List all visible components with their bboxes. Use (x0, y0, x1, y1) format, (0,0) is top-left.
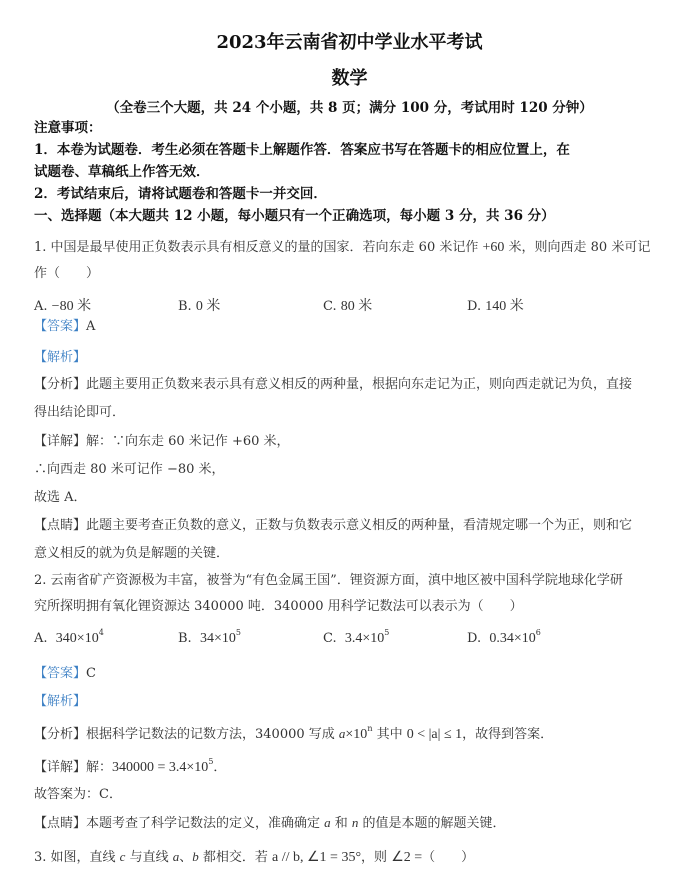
text-segment: 与直线 (125, 850, 173, 865)
section-heading: 一、选择题（本大题共 12 小题，每小题只有一个正确选项，每小题 3 分，共 36 分） (34, 208, 555, 224)
option-label: C. (323, 299, 337, 314)
text-segment: 作（ ） (34, 266, 100, 281)
text-segment: a (324, 815, 331, 830)
option-label: D. (467, 299, 482, 314)
section-label: 【解析】 (34, 350, 87, 365)
option-label: A. (34, 631, 48, 646)
text-segment: ，则 (361, 850, 392, 865)
text-segment: 故答案为：C． (34, 787, 122, 802)
text-segment: （ ） (422, 850, 475, 865)
option-value: 340×10 (55, 631, 99, 646)
section-label: 【答案】 (34, 319, 87, 334)
text-line (34, 814, 506, 833)
option-exponent: 4 (98, 628, 104, 637)
text-segment: 究所探明拥有氧化锂资源达 340000 吨．340000 用科学记数法可以表示为（ ） (34, 599, 523, 614)
option-exponent: 5 (384, 628, 390, 637)
text-line (34, 848, 474, 867)
text-segment: a // b, ∠1 = 35° (272, 850, 362, 865)
text-segment: ∴向西走 80 米可记作 −80 米， (34, 462, 225, 477)
text-segment: 的值是本题的解题关键． (358, 816, 506, 831)
text-segment: ∠2 = (391, 850, 423, 865)
text-segment: 3. 如图，直线 (34, 850, 120, 865)
subject-title: 数学 (331, 68, 368, 89)
q2-option (323, 628, 390, 647)
option-exponent: 6 (535, 628, 541, 637)
text-segment: C (86, 666, 96, 681)
option-exponent: 5 (235, 628, 241, 637)
q2-option (34, 628, 104, 647)
q1-option (178, 295, 220, 315)
text-line (34, 239, 650, 257)
text-segment: 【详解】解： (34, 760, 113, 775)
text-segment: 5 (208, 757, 214, 766)
q2-option (178, 628, 241, 647)
text-segment: 【分析】此题主要用正负数来表示具有意义相反的两种量，根据向东走记为正，则向西走就记为负，直接 (34, 377, 633, 392)
q1-option (467, 295, 524, 315)
text-segment: 、 (179, 850, 193, 865)
text-line (34, 349, 86, 367)
option-value: 0 米 (195, 299, 221, 314)
option-value: 34×10 (199, 631, 236, 646)
text-segment: 得出结论即可． (34, 405, 126, 420)
text-segment: 0 < |a| ≤ 1 (406, 727, 463, 742)
option-label: C. (323, 631, 337, 646)
option-value: 80 米 (340, 299, 373, 314)
text-segment: 和 (330, 816, 352, 831)
text-segment: 【点睛】此题主要考查正负数的意义，正数与负数表示意义相反的两种量，看清规定哪一个为正，则和它 (34, 518, 633, 533)
text-line (34, 572, 623, 590)
text-segment: 故选 A． (34, 490, 87, 505)
text-segment: 【详解】解：∵向东走 60 米记作 +60 米， (34, 434, 290, 449)
notice-item-1-cont: 试题卷、草稿纸上作答无效． (34, 164, 210, 180)
option-label: D. (467, 631, 482, 646)
text-line (34, 461, 225, 479)
text-segment: a (338, 726, 346, 741)
text-segment: +60 (482, 240, 505, 255)
text-segment: ，故得到答案． (462, 727, 554, 742)
text-line (34, 598, 523, 616)
text-segment: 米，则向西走 80 米可记 (504, 240, 651, 255)
text-segment: A (86, 319, 96, 334)
notice-item-2: 2．考试结束后，请将试题卷和答题卡一并交回． (34, 186, 327, 202)
option-value: 3.4×10 (344, 631, 385, 646)
section-label: 【解析】 (34, 694, 87, 709)
text-segment: 其中 (372, 727, 407, 742)
text-line (34, 693, 86, 711)
exam-info: （全卷三个大题，共 24 个小题，共 8 页；满分 100 分，考试用时 120 分钟） (106, 100, 593, 116)
q1-option (323, 295, 372, 315)
text-segment: 【分析】根据科学记数法的记数方法，340000 写成 (34, 727, 339, 742)
text-segment: c (119, 849, 126, 864)
text-segment: 2. 云南省矿产资源极为丰富，被誉为“有色金属王国”．锂资源方面，滇中地区被中国科学院地球化学研 (34, 573, 623, 588)
text-segment: 【点睛】本题考查了科学记数法的定义，准确确定 (34, 816, 325, 831)
text-segment: ×10 (345, 727, 368, 742)
option-label: B. (178, 299, 192, 314)
text-line (34, 265, 99, 283)
q1-option (34, 295, 91, 315)
text-line (34, 545, 229, 563)
text-segment: n (351, 815, 359, 830)
text-segment: 意义相反的就为负是解题的关键． (34, 546, 230, 561)
option-value: 140 米 (485, 299, 524, 314)
text-segment: b (192, 849, 199, 864)
section-label: 【答案】 (34, 666, 87, 681)
text-segment: n (367, 724, 373, 733)
text-segment: 1. 中国是最早使用正负数表示具有相反意义的量的国家．若向东走 60 米记作 (34, 240, 483, 255)
text-segment: ． (213, 760, 227, 775)
option-value: 0.34×10 (489, 631, 536, 646)
text-segment: 都相交．若 (198, 850, 272, 865)
text-line (34, 404, 125, 422)
text-segment: 340000 = 3.4×10 (112, 760, 209, 775)
option-label: B. (178, 631, 192, 646)
text-line (34, 489, 87, 507)
option-label: A. (34, 299, 48, 314)
text-line (34, 725, 553, 744)
option-value: −80 米 (51, 299, 92, 314)
text-segment: a (172, 849, 180, 864)
text-line (34, 433, 290, 451)
notice-item-1: 1．本卷为试题卷．考生必须在答题卡上解题作答．答案应书写在答题卡的相应位置上，在 (34, 142, 570, 158)
text-line (34, 376, 632, 394)
text-line (34, 786, 122, 804)
q2-option (467, 628, 541, 647)
notice-heading: 注意事项： (34, 120, 102, 136)
exam-title: 2023年云南省初中学业水平考试 (216, 32, 483, 53)
text-line (34, 665, 96, 683)
text-line (34, 517, 632, 535)
text-line (34, 759, 226, 777)
text-line (34, 318, 95, 336)
